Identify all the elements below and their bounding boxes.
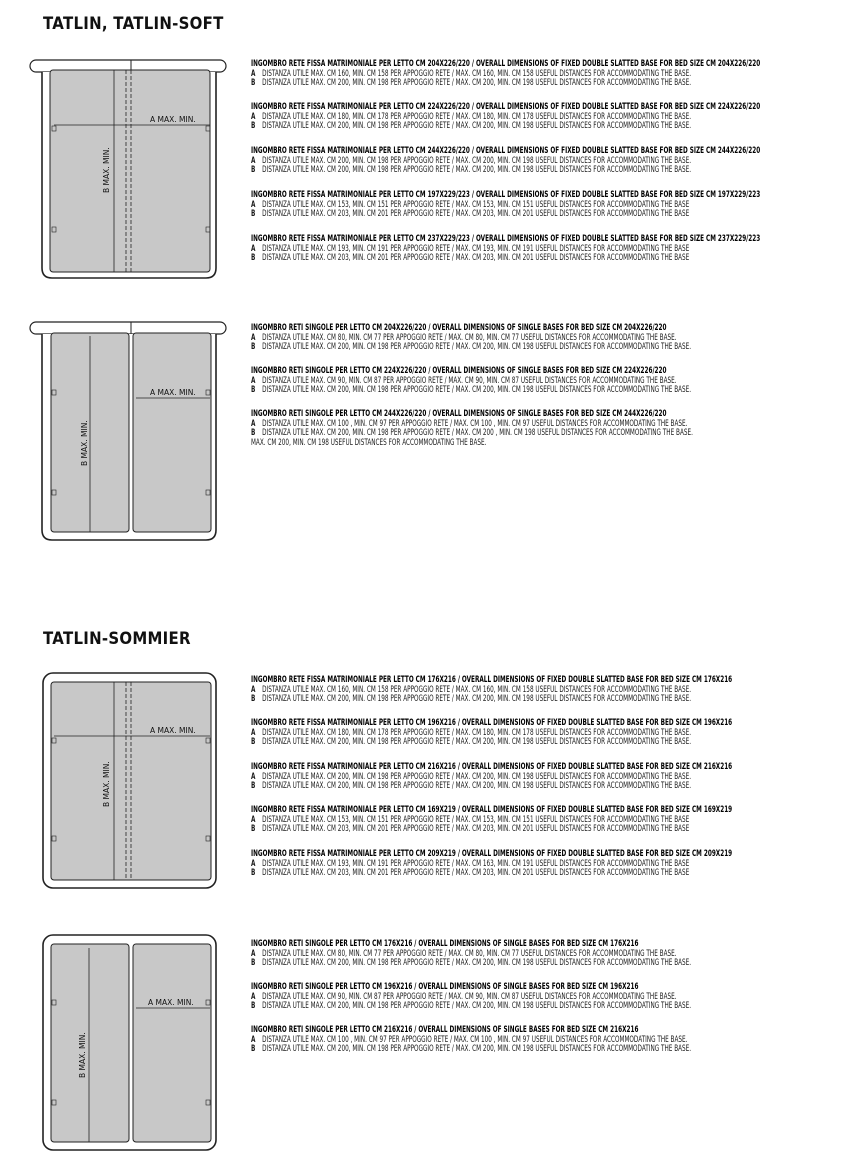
spec-row: A DISTANZA UTILE MAX. CM 100 , MIN. CM 97 PER APPOGGIO RETE / MAX. CM 100 , MIN. CM 97 USEFUL DISTANCES FOR ACCOMMODATING THE BASE. bbox=[251, 1034, 688, 1045]
spec-header: INGOMBRO RETI SINGOLE PER LETTO CM 204X226/220 / OVERALL DIMENSIONS OF SINGLE BASES FOR BED SIZE CM 204X226/220 bbox=[251, 323, 667, 333]
spec-row: B DISTANZA UTILE MAX. CM 200, MIN. CM 198 PER APPOGGIO RETE / MAX. CM 200, MIN. CM 198 USEFUL DISTANCES FOR ACCOMMODATING THE BASE. bbox=[251, 1044, 692, 1055]
spec-row: B DISTANZA UTILE MAX. CM 200, MIN. CM 198 PER APPOGGIO RETE / MAX. CM 200, MIN. CM 198 USEFUL DISTANCES FOR ACCOMMODATING THE BASE. bbox=[251, 385, 692, 396]
spec-row: B DISTANZA UTILE MAX. CM 203, MIN. CM 201 PER APPOGGIO RETE / MAX. CM 203, MIN. CM 201 USEFUL DISTANCES FOR ACCOMMODATING THE BASE bbox=[251, 253, 690, 264]
spec-group bbox=[251, 806, 861, 835]
section-title-tatlin: TATLIN, TATLIN-SOFT bbox=[43, 14, 224, 34]
spec-row: A DISTANZA UTILE MAX. CM 200, MIN. CM 198 PER APPOGGIO RETE / MAX. CM 200, MIN. CM 198 USEFUL DISTANCES FOR ACCOMMODATING THE BASE. bbox=[251, 771, 692, 782]
spec-header: INGOMBRO RETI SINGOLE PER LETTO CM 196X216 / OVERALL DIMENSIONS OF SINGLE BASES FOR BED SIZE CM 196X216 bbox=[251, 982, 639, 992]
dimension-label-a: A MAX. MIN. bbox=[150, 115, 196, 124]
spec-row: B DISTANZA UTILE MAX. CM 200, MIN. CM 198 PER APPOGGIO RETE / MAX. CM 200, MIN. CM 198 USEFUL DISTANCES FOR ACCOMMODATING THE BASE. bbox=[251, 781, 692, 792]
dimension-label-a: A MAX. MIN. bbox=[150, 388, 196, 397]
spec-header: INGOMBRO RETI SINGOLE PER LETTO CM 244X226/220 / OVERALL DIMENSIONS OF SINGLE BASES FOR BED SIZE CM 244X226/220 bbox=[251, 409, 667, 419]
spec-row: B DISTANZA UTILE MAX. CM 200, MIN. CM 198 PER APPOGGIO RETE / MAX. CM 200, MIN. CM 198 USEFUL DISTANCES FOR ACCOMMODATING THE BASE. bbox=[251, 121, 692, 132]
spec-row: A DISTANZA UTILE MAX. CM 100 , MIN. CM 97 PER APPOGGIO RETE / MAX. CM 100 , MIN. CM 97 USEFUL DISTANCES FOR ACCOMMODATING THE BASE. bbox=[251, 418, 688, 429]
bed-diagram-single-tatlin bbox=[28, 318, 228, 544]
spec-row: A DISTANZA UTILE MAX. CM 80, MIN. CM 77 PER APPOGGIO RETE / MAX. CM 80, MIN. CM 77 USEFUL DISTANCES FOR ACCOMMODATING THE BASE. bbox=[251, 948, 677, 959]
bed-plan-single-tatlin-svg bbox=[28, 318, 228, 544]
spec-header: INGOMBRO RETI SINGOLE PER LETTO CM 216X216 / OVERALL DIMENSIONS OF SINGLE BASES FOR BED SIZE CM 216X216 bbox=[251, 1025, 639, 1035]
spec-header: INGOMBRO RETI SINGOLE PER LETTO CM 224X226/220 / OVERALL DIMENSIONS OF SINGLE BASES FOR BED SIZE CM 224X226/220 bbox=[251, 366, 667, 376]
spec-group bbox=[251, 235, 861, 264]
spec-group bbox=[251, 676, 861, 705]
spec-row: A DISTANZA UTILE MAX. CM 200, MIN. CM 198 PER APPOGGIO RETE / MAX. CM 200, MIN. CM 198 USEFUL DISTANCES FOR ACCOMMODATING THE BASE. bbox=[251, 155, 692, 166]
spec-header: INGOMBRO RETE FISSA MATRIMONIALE PER LETTO CM 244X226/220 / OVERALL DIMENSIONS OF FIXED DOUBLE SLATTED BASE FOR BED SIZE CM 244X226/220 bbox=[251, 146, 761, 156]
spec-header: INGOMBRO RETE FISSA MATRIMONIALE PER LETTO CM 197X229/223 / OVERALL DIMENSIONS OF FIXED DOUBLE SLATTED BASE FOR BED SIZE CM 197X229/223 bbox=[251, 190, 761, 200]
spec-group bbox=[251, 324, 861, 353]
spec-row: B DISTANZA UTILE MAX. CM 200, MIN. CM 198 PER APPOGGIO RETE / MAX. CM 200, MIN. CM 198 USEFUL DISTANCES FOR ACCOMMODATING THE BASE. bbox=[251, 958, 692, 969]
spec-row: B DISTANZA UTILE MAX. CM 203, MIN. CM 201 PER APPOGGIO RETE / MAX. CM 203, MIN. CM 201 USEFUL DISTANCES FOR ACCOMMODATING THE BASE bbox=[251, 868, 690, 879]
spec-row: B DISTANZA UTILE MAX. CM 200, MIN. CM 198 PER APPOGGIO RETE / MAX. CM 200, MIN. CM 198 USEFUL DISTANCES FOR ACCOMMODATING THE BASE. bbox=[251, 694, 692, 705]
spec-row: MAX. CM 200, MIN. CM 198 USEFUL DISTANCES FOR ACCOMMODATING THE BASE. bbox=[251, 437, 487, 448]
spec-row: A DISTANZA UTILE MAX. CM 153, MIN. CM 151 PER APPOGGIO RETE / MAX. CM 153, MIN. CM 151 USEFUL DISTANCES FOR ACCOMMODATING THE BASE bbox=[251, 814, 690, 825]
spec-header: INGOMBRO RETE FISSA MATRIMONIALE PER LETTO CM 209X219 / OVERALL DIMENSIONS OF FIXED DOUBLE SLATTED BASE FOR BED SIZE CM 209X219 bbox=[251, 849, 733, 859]
spec-group bbox=[251, 1026, 861, 1055]
bed-diagram-double-sommier bbox=[28, 670, 228, 892]
spec-row: A DISTANZA UTILE MAX. CM 193, MIN. CM 191 PER APPOGGIO RETE / MAX. CM 193, MIN. CM 191 USEFUL DISTANCES FOR ACCOMMODATING THE BASE bbox=[251, 243, 690, 254]
dimension-label-b: B MAX. MIN. bbox=[78, 1032, 87, 1078]
spec-header: INGOMBRO RETE FISSA MATRIMONIALE PER LETTO CM 169X219 / OVERALL DIMENSIONS OF FIXED DOUBLE SLATTED BASE FOR BED SIZE CM 169X219 bbox=[251, 805, 733, 815]
spec-row: A DISTANZA UTILE MAX. CM 90, MIN. CM 87 PER APPOGGIO RETE / MAX. CM 90, MIN. CM 87 USEFUL DISTANCES FOR ACCOMMODATING THE BASE. bbox=[251, 991, 677, 1002]
spec-row: A DISTANZA UTILE MAX. CM 153, MIN. CM 151 PER APPOGGIO RETE / MAX. CM 153, MIN. CM 151 USEFUL DISTANCES FOR ACCOMMODATING THE BASE bbox=[251, 199, 690, 210]
spec-group bbox=[251, 103, 861, 132]
bed-diagram-single-sommier bbox=[28, 932, 228, 1154]
spec-header: INGOMBRO RETE FISSA MATRIMONIALE PER LETTO CM 216X216 / OVERALL DIMENSIONS OF FIXED DOUBLE SLATTED BASE FOR BED SIZE CM 216X216 bbox=[251, 762, 733, 772]
spec-group bbox=[251, 147, 861, 176]
spec-row: A DISTANZA UTILE MAX. CM 160, MIN. CM 158 PER APPOGGIO RETE / MAX. CM 160, MIN. CM 158 USEFUL DISTANCES FOR ACCOMMODATING THE BASE. bbox=[251, 68, 692, 79]
spec-row: A DISTANZA UTILE MAX. CM 180, MIN. CM 178 PER APPOGGIO RETE / MAX. CM 180, MIN. CM 178 USEFUL DISTANCES FOR ACCOMMODATING THE BASE. bbox=[251, 727, 692, 738]
spec-row: A DISTANZA UTILE MAX. CM 193, MIN. CM 191 PER APPOGGIO RETE / MAX. CM 163, MIN. CM 191 USEFUL DISTANCES FOR ACCOMMODATING THE BASE bbox=[251, 858, 690, 869]
spec-row: B DISTANZA UTILE MAX. CM 203, MIN. CM 201 PER APPOGGIO RETE / MAX. CM 203, MIN. CM 201 USEFUL DISTANCES FOR ACCOMMODATING THE BASE bbox=[251, 824, 690, 835]
bed-plan-single-sommier-svg bbox=[28, 932, 228, 1154]
spec-group bbox=[251, 850, 861, 879]
spec-row: A DISTANZA UTILE MAX. CM 90, MIN. CM 87 PER APPOGGIO RETE / MAX. CM 90, MIN. CM 87 USEFUL DISTANCES FOR ACCOMMODATING THE BASE. bbox=[251, 375, 677, 386]
bed-plan-double-tatlin-svg bbox=[28, 56, 228, 282]
spec-row: B DISTANZA UTILE MAX. CM 200, MIN. CM 198 PER APPOGGIO RETE / MAX. CM 200, MIN. CM 198 USEFUL DISTANCES FOR ACCOMMODATING THE BASE. bbox=[251, 78, 692, 89]
spec-row: B DISTANZA UTILE MAX. CM 200, MIN. CM 198 PER APPOGGIO RETE / MAX. CM 200, MIN. CM 198 USEFUL DISTANCES FOR ACCOMMODATING THE BASE. bbox=[251, 342, 692, 353]
spec-group bbox=[251, 983, 861, 1012]
spec-header: INGOMBRO RETE FISSA MATRIMONIALE PER LETTO CM 176X216 / OVERALL DIMENSIONS OF FIXED DOUBLE SLATTED BASE FOR BED SIZE CM 176X216 bbox=[251, 675, 733, 685]
spec-header: INGOMBRO RETE FISSA MATRIMONIALE PER LETTO CM 237X229/223 / OVERALL DIMENSIONS OF FIXED DOUBLE SLATTED BASE FOR BED SIZE CM 237X229/223 bbox=[251, 234, 761, 244]
spec-header: INGOMBRO RETE FISSA MATRIMONIALE PER LETTO CM 204X226/220 / OVERALL DIMENSIONS OF FIXED DOUBLE SLATTED BASE FOR BED SIZE CM 204X226/220 bbox=[251, 59, 761, 69]
bed-diagram-double-tatlin bbox=[28, 56, 228, 282]
section-title-tatlin-sommier: TATLIN-SOMMIER bbox=[43, 629, 191, 649]
dimension-label-b: B MAX. MIN. bbox=[80, 420, 89, 466]
spec-header: INGOMBRO RETE FISSA MATRIMONIALE PER LETTO CM 196X216 / OVERALL DIMENSIONS OF FIXED DOUBLE SLATTED BASE FOR BED SIZE CM 196X216 bbox=[251, 718, 733, 728]
spec-header: INGOMBRO RETE FISSA MATRIMONIALE PER LETTO CM 224X226/220 / OVERALL DIMENSIONS OF FIXED DOUBLE SLATTED BASE FOR BED SIZE CM 224X226/220 bbox=[251, 102, 761, 112]
spec-group bbox=[251, 60, 861, 89]
spec-row: B DISTANZA UTILE MAX. CM 200, MIN. CM 198 PER APPOGGIO RETE / MAX. CM 200, MIN. CM 198 USEFUL DISTANCES FOR ACCOMMODATING THE BASE. bbox=[251, 737, 692, 748]
spec-row: B DISTANZA UTILE MAX. CM 200, MIN. CM 198 PER APPOGGIO RETE / MAX. CM 200 , MIN. CM 198 USEFUL DISTANCES FOR ACCOMMODATING THE BASE. bbox=[251, 428, 693, 439]
dimension-label-b: B MAX. MIN. bbox=[102, 147, 111, 193]
spec-row: A DISTANZA UTILE MAX. CM 180, MIN. CM 178 PER APPOGGIO RETE / MAX. CM 180, MIN. CM 178 USEFUL DISTANCES FOR ACCOMMODATING THE BASE. bbox=[251, 111, 692, 122]
spec-row: A DISTANZA UTILE MAX. CM 160, MIN. CM 158 PER APPOGGIO RETE / MAX. CM 160, MIN. CM 158 USEFUL DISTANCES FOR ACCOMMODATING THE BASE. bbox=[251, 684, 692, 695]
spec-group bbox=[251, 191, 861, 220]
spec-row: B DISTANZA UTILE MAX. CM 200, MIN. CM 198 PER APPOGGIO RETE / MAX. CM 200, MIN. CM 198 USEFUL DISTANCES FOR ACCOMMODATING THE BASE. bbox=[251, 1001, 692, 1012]
spec-header: INGOMBRO RETI SINGOLE PER LETTO CM 176X216 / OVERALL DIMENSIONS OF SINGLE BASES FOR BED SIZE CM 176X216 bbox=[251, 939, 639, 949]
spec-group bbox=[251, 763, 861, 792]
spec-group bbox=[251, 719, 861, 748]
spec-group bbox=[251, 940, 861, 969]
bed-plan-double-sommier-svg bbox=[28, 670, 228, 892]
dimension-label-a: A MAX. MIN. bbox=[148, 998, 194, 1007]
spec-group bbox=[251, 410, 861, 448]
spec-group bbox=[251, 367, 861, 396]
spec-row: B DISTANZA UTILE MAX. CM 200, MIN. CM 198 PER APPOGGIO RETE / MAX. CM 200, MIN. CM 198 USEFUL DISTANCES FOR ACCOMMODATING THE BASE. bbox=[251, 165, 692, 176]
dimension-label-a: A MAX. MIN. bbox=[150, 726, 196, 735]
spec-row: A DISTANZA UTILE MAX. CM 80, MIN. CM 77 PER APPOGGIO RETE / MAX. CM 80, MIN. CM 77 USEFUL DISTANCES FOR ACCOMMODATING THE BASE. bbox=[251, 332, 677, 343]
dimension-label-b: B MAX. MIN. bbox=[102, 761, 111, 807]
spec-row: B DISTANZA UTILE MAX. CM 203, MIN. CM 201 PER APPOGGIO RETE / MAX. CM 203, MIN. CM 201 USEFUL DISTANCES FOR ACCOMMODATING THE BASE bbox=[251, 209, 690, 220]
